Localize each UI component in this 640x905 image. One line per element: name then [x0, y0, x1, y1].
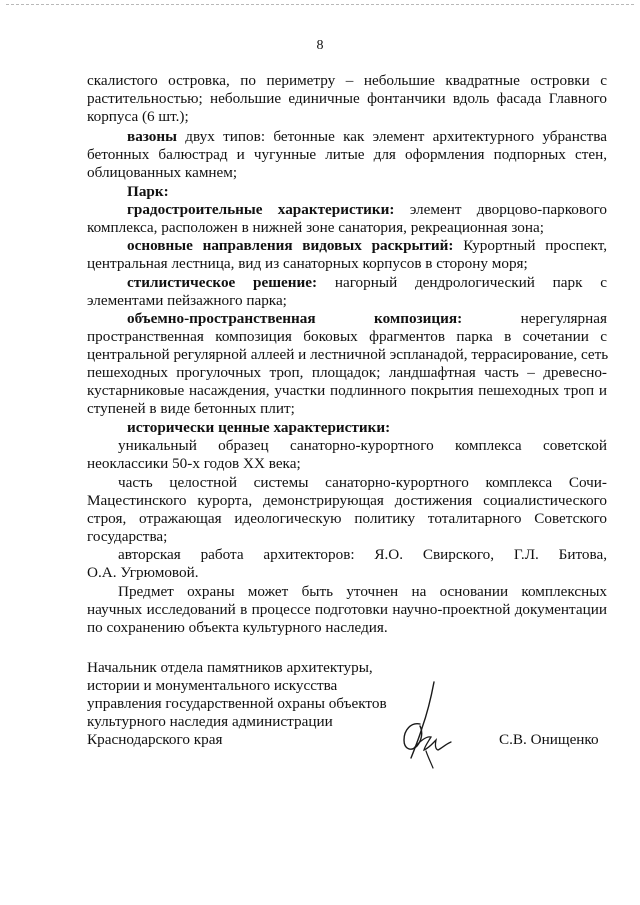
- text-line: растительностью; небольшие единичные фонтанчики вдоль фасада Главного: [87, 90, 607, 107]
- text-line: облицованных камнем;: [87, 164, 238, 181]
- text-line-stil: [127, 274, 607, 292]
- text-line: по сохранению объекта культурного наследия.: [87, 619, 388, 636]
- text-line: пространственная композиция боковых фрагментов парка в сочетании с: [87, 328, 607, 345]
- text-line: авторская работа архитекторов: Я.О. Свирского, Г.Л. Битова,: [118, 546, 607, 563]
- scan-edge-line: [6, 4, 634, 5]
- term-stil: стилистическое решение:: [127, 274, 318, 291]
- text-span: Курортный проспект,: [453, 237, 607, 254]
- text-line: строя, отражающая идеологическую политику тоталитарного Советского: [87, 510, 607, 527]
- text-line: пешеходных прогулочных троп, площадок; ландшафтная часть – древесно-: [87, 364, 607, 381]
- signatory-position-line: истории и монументального искусства: [87, 677, 338, 694]
- handwritten-signature: [398, 680, 458, 772]
- text-line: центральной регулярной аллеей и лестничной эспланадой, террасирование, сеть: [87, 346, 609, 363]
- text-line: уникальный образец санаторно-курортного комплекса советской: [118, 437, 607, 454]
- signatory-position-line: Начальник отдела памятников архитектуры,: [87, 659, 373, 676]
- signatory-position-line: культурного наследия администрации: [87, 713, 333, 730]
- hist-heading: исторически ценные характеристики:: [127, 419, 391, 436]
- text-line: комплекса, расположен в нижней зоне санатория, рекреационная зона;: [87, 219, 544, 236]
- text-line: элементами пейзажного парка;: [87, 292, 287, 309]
- text-line: О.А. Угрюмовой.: [87, 564, 199, 581]
- signatory-position-line: Краснодарского края: [87, 731, 223, 748]
- section-heading-park: [127, 183, 607, 201]
- term-vazony: вазоны: [127, 128, 178, 145]
- term-grad: градостроительные характеристики:: [127, 201, 395, 218]
- text-line: ступеней в виде бетонных плит;: [87, 400, 295, 417]
- text-line: бетонных балюстрад и чугунные литые для оформления подпорных стен,: [87, 146, 607, 163]
- text-line: Предмет охраны может быть уточнен на основании комплексных: [118, 583, 607, 600]
- term-obj: объемно-пространственная композиция:: [127, 310, 463, 327]
- text-line-grad: [127, 201, 607, 219]
- text-line-obj: [127, 310, 607, 328]
- section-heading-hist: [127, 419, 607, 437]
- park-heading: Парк:: [127, 183, 169, 200]
- text-line-osn: [127, 237, 607, 255]
- text-line: государства;: [87, 528, 168, 545]
- text-span: двух типов: бетонные как элемент архитектурного убранства: [177, 128, 607, 145]
- text-span: элемент дворцово-паркового: [394, 201, 607, 218]
- text-line: научных исследований в процессе подготовки научно-проектной документации: [87, 601, 607, 618]
- text-line: кустарниковые насаждения, участки подлинного покрытия пешеходных троп и: [87, 382, 607, 399]
- text-line: часть целостной системы санаторно-курортного комплекса Сочи-: [118, 474, 607, 491]
- text-line: неоклассики 50-х годов XX века;: [87, 455, 301, 472]
- text-line: центральная лестница, вид из санаторных корпусов в сторону моря;: [87, 255, 528, 272]
- text-line-vazony: [127, 128, 607, 146]
- text-line: корпуса (6 шт.);: [87, 108, 189, 125]
- signatory-position-line: управления государственной охраны объектов: [87, 695, 387, 712]
- term-osn: основные направления видовых раскрытий:: [127, 237, 454, 254]
- text-span: нагорный дендрологический парк с: [317, 274, 608, 291]
- signatory-name: С.В. Онищенко: [499, 731, 599, 748]
- text-line: Мацестинского курорта, демонстрирующая достижения социалистического: [87, 492, 607, 509]
- text-line: скалистого островка, по периметру – небольшие квадратные островки с: [87, 72, 607, 89]
- text-span: нерегулярная: [462, 310, 607, 327]
- page-number: 8: [316, 38, 324, 53]
